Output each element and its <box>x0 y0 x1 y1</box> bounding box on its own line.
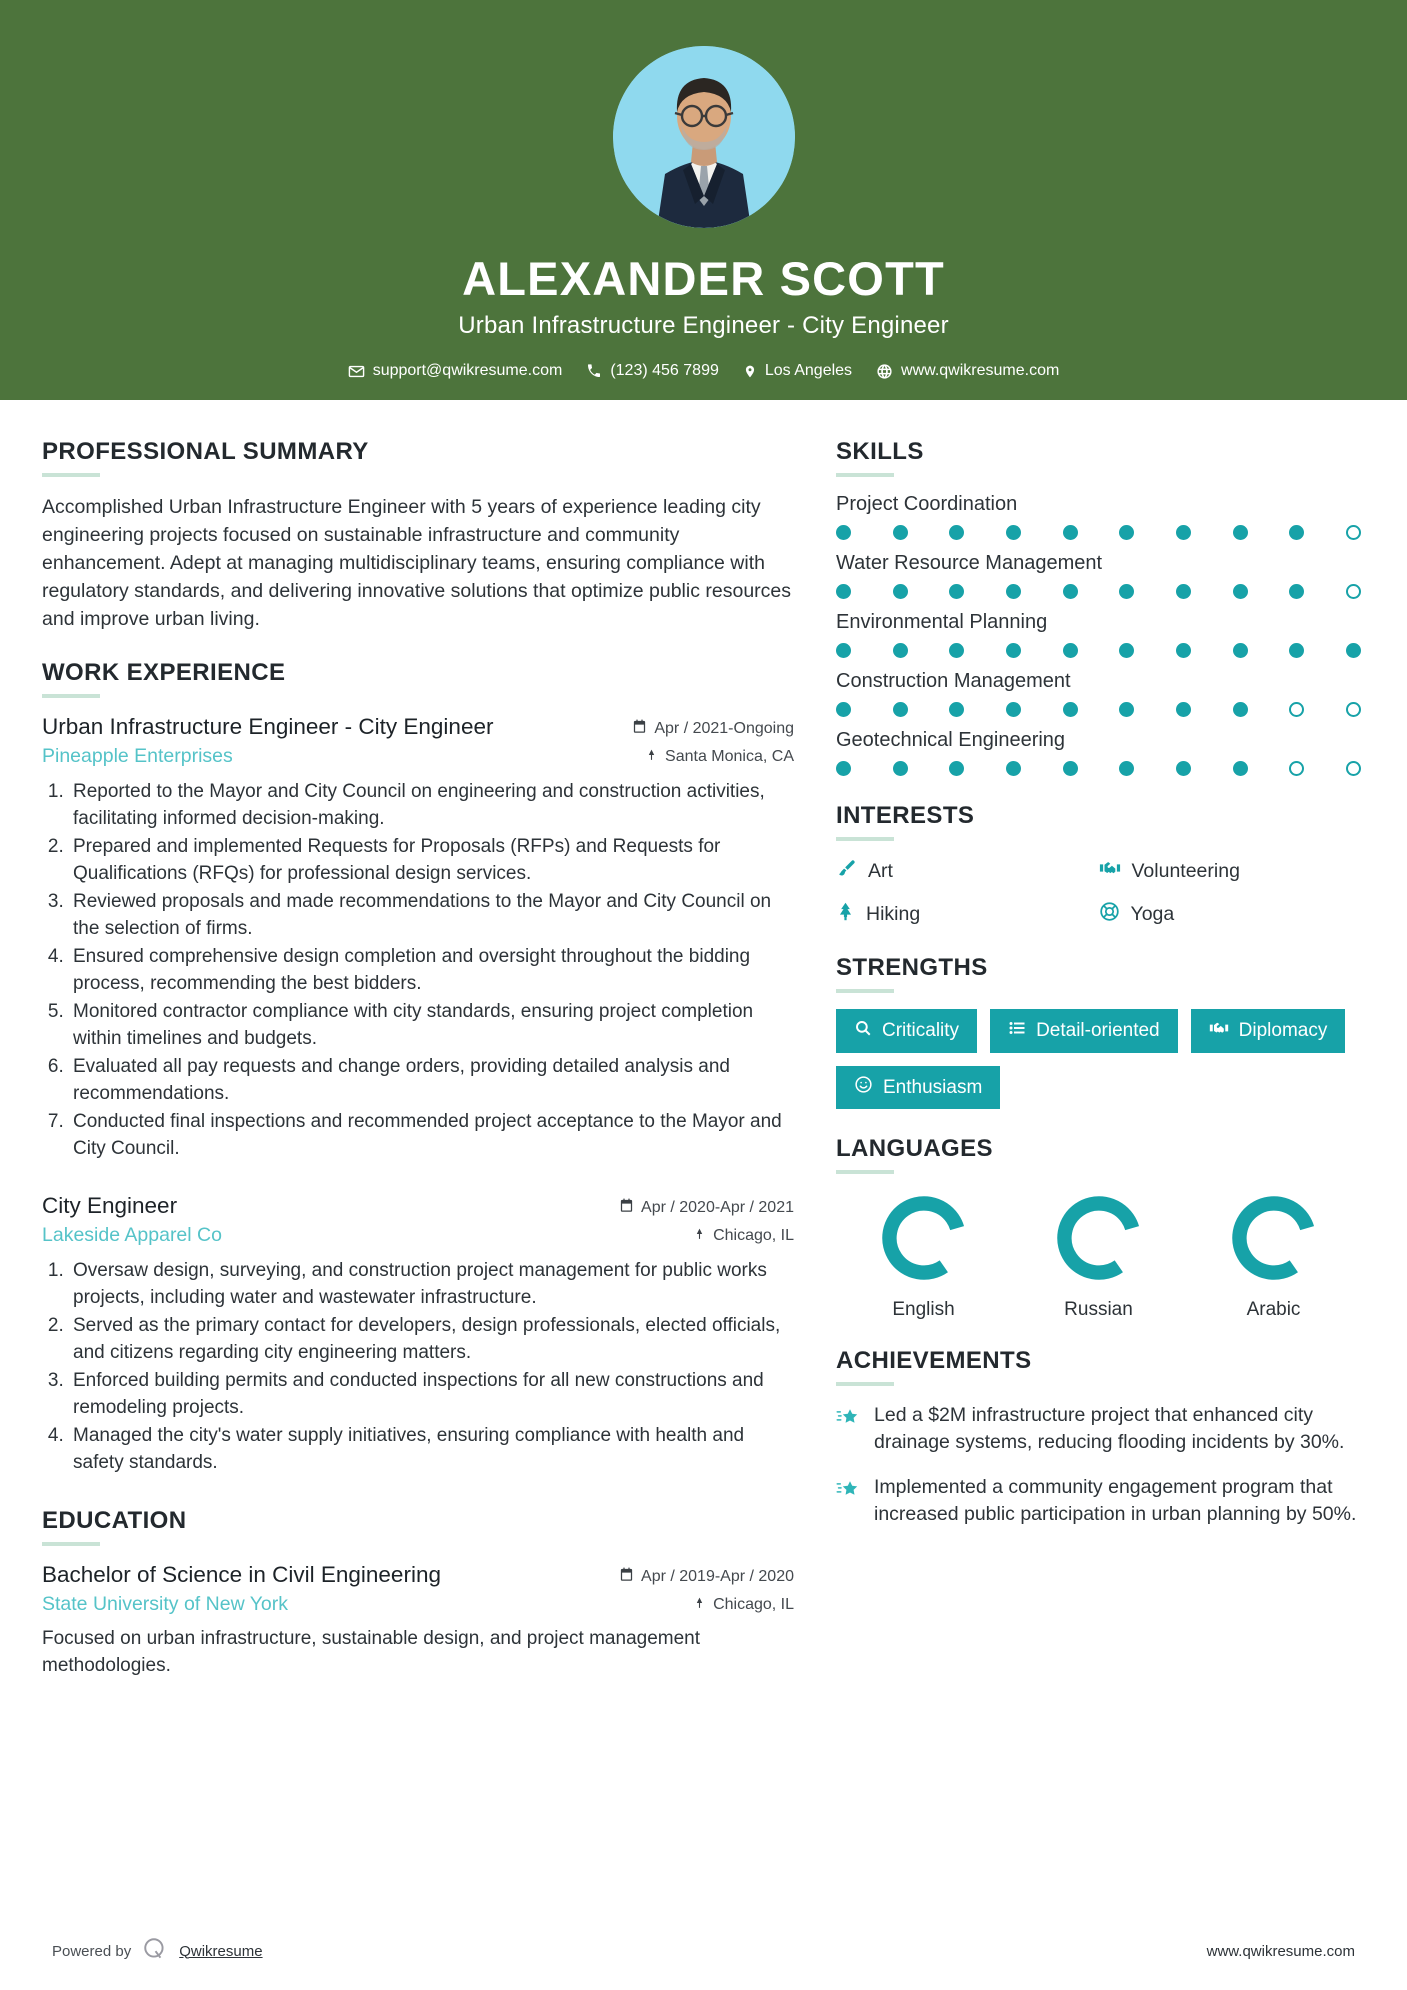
paintbrush-icon <box>836 858 857 885</box>
interest-label: Art <box>868 859 893 882</box>
skill-dot-filled <box>893 643 908 658</box>
header-job-title: Urban Infrastructure Engineer - City Engineer <box>458 312 949 340</box>
language-progress-ring <box>1051 1190 1147 1286</box>
skill-label: Construction Management <box>836 670 1071 692</box>
phone-icon <box>586 363 602 379</box>
section-languages <box>836 1135 1361 1321</box>
interests-grid <box>836 857 1361 928</box>
education-entry <box>42 1562 794 1680</box>
job-location-text: Chicago, IL <box>713 1226 794 1244</box>
contact-email-text: support@qwikresume.com <box>372 362 563 380</box>
skill-dot-filled <box>836 525 851 540</box>
education-note: Focused on urban infrastructure, sustainable design, and project management methodologies. <box>42 1627 701 1676</box>
contact-location-text: Los Angeles <box>764 362 853 380</box>
section-work-experience <box>42 659 794 1476</box>
contact-row <box>0 362 1407 380</box>
skill-dot-filled <box>949 761 964 776</box>
skill-dot-filled <box>1006 643 1021 658</box>
skill-dot-filled <box>836 584 851 599</box>
qwikresume-logo-icon <box>142 1936 168 1966</box>
bullet: 4. Managed the city's water supply initiatives, ensuring compliance with health and safety standards. <box>69 1423 794 1477</box>
strength-chip-criticality[interactable] <box>836 1009 977 1053</box>
job-dates-text: Apr / 2020-Apr / 2021 <box>641 1198 794 1216</box>
calendar-icon <box>619 1567 634 1587</box>
skill-level-meter <box>836 761 1361 776</box>
achievements-heading: ACHIEVEMENTS <box>836 1347 1032 1374</box>
contact-phone-text: (123) 456 7899 <box>610 362 719 380</box>
section-divider <box>836 473 894 477</box>
contact-website[interactable] <box>876 362 1059 380</box>
skill-dot-filled <box>1233 643 1248 658</box>
section-divider <box>836 989 894 993</box>
skill-dot-filled <box>949 525 964 540</box>
skill-dot-filled <box>893 761 908 776</box>
page-title: ALEXANDER SCOTT <box>462 252 945 305</box>
skill-dot-filled <box>1063 702 1078 717</box>
tree-icon <box>836 901 855 928</box>
bullet: 2. Served as the primary contact for developers, design professionals, elected officials, and citizens regarding city engineering matters. <box>69 1313 794 1367</box>
skill-dot-filled <box>836 761 851 776</box>
skill-dot-empty <box>1289 761 1304 776</box>
powered-by <box>52 1936 263 1966</box>
skill-dot-filled <box>1119 584 1134 599</box>
footer-url[interactable]: www.qwikresume.com <box>1206 1942 1355 1960</box>
section-divider <box>836 1170 894 1174</box>
achievement-text: Led a $2M infrastructure project that enhanced city drainage systems, reducing flooding incidents by 30%. <box>874 1404 1345 1454</box>
avatar <box>613 46 795 228</box>
strength-label: Detail-oriented <box>1036 1020 1160 1041</box>
skill-dot-filled <box>1233 761 1248 776</box>
skill-dot-filled <box>836 643 851 658</box>
interest-label: Yoga <box>1130 903 1175 925</box>
skill-dot-filled <box>1119 761 1134 776</box>
skill-dot-filled <box>1289 525 1304 540</box>
language-progress-ring <box>876 1190 972 1286</box>
job-location <box>693 1226 794 1246</box>
job-location <box>645 747 794 767</box>
contact-email[interactable] <box>348 362 563 380</box>
skill-dot-filled <box>1006 525 1021 540</box>
bullet: 1. Reported to the Mayor and City Council on engineering and construction activities, facilitating informed decision-making. <box>69 779 794 833</box>
resume-body <box>0 400 1407 1706</box>
section-skills <box>836 438 1361 776</box>
skill-dot-filled <box>1233 584 1248 599</box>
strength-label: Criticality <box>882 1020 960 1041</box>
handshake-icon <box>1099 857 1121 885</box>
skill-dot-filled <box>1233 525 1248 540</box>
skill-level-meter <box>836 643 1361 658</box>
contact-phone[interactable] <box>586 362 719 380</box>
summary-heading: PROFESSIONAL SUMMARY <box>42 438 369 465</box>
interest-item <box>836 857 1099 885</box>
skill-dot-filled <box>1176 702 1191 717</box>
job-dates-text: Apr / 2021-Ongoing <box>654 720 794 738</box>
skill-row <box>836 552 1361 599</box>
achievement-item <box>836 1402 1361 1457</box>
strength-chip-enthusiasm[interactable] <box>836 1066 1000 1109</box>
skill-dot-filled <box>1119 702 1134 717</box>
section-achievements <box>836 1347 1361 1528</box>
job-bullets <box>42 779 794 1163</box>
section-professional-summary <box>42 438 794 633</box>
skill-dot-filled <box>1176 761 1191 776</box>
skill-level-meter <box>836 525 1361 540</box>
powered-by-label: Powered by <box>52 1942 132 1960</box>
interest-item <box>1099 901 1362 928</box>
education-dates-text: Apr / 2019-Apr / 2020 <box>641 1567 794 1585</box>
skill-dot-filled <box>1233 702 1248 717</box>
job-location-text: Santa Monica, CA <box>665 748 794 766</box>
bullet: 3. Reviewed proposals and made recommendations to the Mayor and City Council on the selection of firms. <box>69 889 794 943</box>
calendar-icon <box>632 719 647 739</box>
bullet: 7. Conducted final inspections and recommended project acceptance to the Mayor and City Council. <box>69 1109 794 1163</box>
bullet: 6. Evaluated all pay requests and change orders, providing detailed analysis and recommendations. <box>69 1054 794 1108</box>
section-divider <box>836 837 894 841</box>
job-company[interactable]: Lakeside Apparel Co <box>42 1223 222 1246</box>
skill-level-meter <box>836 584 1361 599</box>
work-entry <box>42 714 794 1163</box>
skill-dot-empty <box>1346 584 1361 599</box>
language-progress-ring <box>1226 1190 1322 1286</box>
education-location-text: Chicago, IL <box>713 1595 794 1613</box>
strength-chip-detail-oriented[interactable] <box>990 1009 1178 1053</box>
work-entry <box>42 1193 794 1477</box>
job-company[interactable]: Pineapple Enterprises <box>42 745 233 768</box>
job-role: City Engineer <box>42 1192 178 1218</box>
skill-dot-filled <box>1063 525 1078 540</box>
list-icon <box>1008 1019 1026 1043</box>
resume-header <box>0 0 1407 400</box>
skill-dot-filled <box>893 584 908 599</box>
profile-photo <box>613 46 795 228</box>
skill-row <box>836 729 1361 776</box>
strength-chip-diplomacy[interactable] <box>1191 1009 1346 1053</box>
education-dates <box>619 1567 794 1587</box>
school-name[interactable]: State University of New York <box>42 1592 289 1615</box>
star-icon <box>836 1406 860 1457</box>
skill-dot-filled <box>1176 525 1191 540</box>
skill-dot-filled <box>1119 525 1134 540</box>
skill-dot-filled <box>893 702 908 717</box>
envelope-icon <box>348 363 365 380</box>
pin-icon <box>693 1226 706 1246</box>
interest-item <box>836 901 1099 928</box>
skills-heading: SKILLS <box>836 438 924 465</box>
languages-heading: LANGUAGES <box>836 1135 993 1162</box>
skill-dot-filled <box>893 525 908 540</box>
education-heading: EDUCATION <box>42 1506 187 1534</box>
star-icon <box>836 1478 860 1529</box>
skill-dot-filled <box>1289 584 1304 599</box>
skill-label: Water Resource Management <box>836 552 1103 574</box>
achievement-item <box>836 1474 1361 1529</box>
section-divider <box>42 473 100 477</box>
search-icon <box>854 1019 872 1043</box>
languages-grid <box>836 1190 1361 1321</box>
bullet: 2. Prepared and implemented Requests for Proposals (RFPs) and Requests for Qualifications (RFQs) for professional design services. <box>69 834 794 888</box>
lifebuoy-icon <box>1099 901 1120 928</box>
section-divider <box>42 1542 100 1546</box>
section-education <box>42 1507 794 1680</box>
section-divider <box>42 694 100 698</box>
degree-title: Bachelor of Science in Civil Engineering <box>42 1561 441 1587</box>
skill-dot-filled <box>1006 584 1021 599</box>
interest-label: Volunteering <box>1131 859 1240 882</box>
skill-dot-empty <box>1346 761 1361 776</box>
job-dates <box>632 719 794 739</box>
resume-footer <box>0 1936 1407 1990</box>
job-dates <box>619 1198 794 1218</box>
language-label: Arabic <box>1246 1299 1301 1320</box>
skill-dot-empty <box>1346 702 1361 717</box>
language-label: Russian <box>1064 1299 1133 1320</box>
skill-dot-filled <box>1119 643 1134 658</box>
skill-row <box>836 611 1361 658</box>
qwikresume-link[interactable]: Qwikresume <box>179 1942 263 1960</box>
skill-dot-filled <box>1006 761 1021 776</box>
language-label: English <box>892 1299 955 1320</box>
strengths-heading: STRENGTHS <box>836 954 988 981</box>
pin-icon <box>645 747 658 767</box>
skill-row <box>836 493 1361 540</box>
section-interests <box>836 802 1361 928</box>
skill-label: Project Coordination <box>836 493 1018 515</box>
skill-level-meter <box>836 702 1361 717</box>
skill-dot-filled <box>1289 643 1304 658</box>
skill-row <box>836 670 1361 717</box>
interest-item <box>1099 857 1362 885</box>
contact-location <box>743 362 852 380</box>
right-column <box>836 438 1361 1706</box>
skills-list <box>836 493 1361 776</box>
achievement-text: Implemented a community engagement program that increased public participation in urban planning by 50%. <box>874 1475 1357 1525</box>
skill-dot-filled <box>1176 584 1191 599</box>
skill-dot-filled <box>949 584 964 599</box>
section-divider <box>836 1382 894 1386</box>
bullet: 5. Monitored contractor compliance with city standards, ensuring project completion within timelines and budgets. <box>69 999 794 1053</box>
strength-label: Diplomacy <box>1238 1020 1328 1041</box>
skill-label: Geotechnical Engineering <box>836 729 1066 751</box>
language-item <box>836 1190 1011 1321</box>
skill-dot-empty <box>1289 702 1304 717</box>
language-item <box>1011 1190 1186 1321</box>
map-pin-icon <box>743 363 757 380</box>
skill-dot-filled <box>836 702 851 717</box>
education-location <box>693 1595 794 1615</box>
skill-dot-filled <box>1346 643 1361 658</box>
language-item <box>1186 1190 1361 1321</box>
work-heading: WORK EXPERIENCE <box>42 659 286 687</box>
summary-text: Accomplished Urban Infrastructure Engineer with 5 years of experience leading city engineering projects focused on sustainable infrastructure and community enhancement. Adept at managing multidisciplinary teams, ensuring compliance with regulatory standards, and delivering innovative solutions that optimize public resources and improve urban living. <box>42 496 791 631</box>
globe-icon <box>876 363 893 380</box>
pin-icon <box>693 1595 706 1615</box>
skill-dot-filled <box>949 702 964 717</box>
section-strengths <box>836 954 1361 1109</box>
interests-heading: INTERESTS <box>836 802 975 829</box>
strengths-list <box>836 1009 1361 1109</box>
skill-dot-filled <box>1063 761 1078 776</box>
job-role: Urban Infrastructure Engineer - City Engineer <box>42 714 494 740</box>
skill-dot-filled <box>1176 643 1191 658</box>
skill-dot-filled <box>949 643 964 658</box>
job-bullets <box>42 1258 794 1477</box>
left-column <box>42 438 794 1706</box>
contact-website-text: www.qwikresume.com <box>901 362 1060 380</box>
smiley-icon <box>854 1075 873 1100</box>
skill-dot-filled <box>1063 584 1078 599</box>
calendar-icon <box>619 1198 634 1218</box>
interest-label: Hiking <box>866 903 921 925</box>
skill-dot-filled <box>1006 702 1021 717</box>
skill-dot-empty <box>1346 525 1361 540</box>
bullet: 3. Enforced building permits and conducted inspections for all new constructions and remodeling projects. <box>69 1368 794 1422</box>
handshake-icon <box>1209 1018 1229 1044</box>
bullet: 4. Ensured comprehensive design completion and oversight throughout the bidding process, recommending the best bidders. <box>69 944 794 998</box>
strength-label: Enthusiasm <box>883 1076 983 1098</box>
skill-label: Environmental Planning <box>836 611 1048 633</box>
bullet: 1. Oversaw design, surveying, and construction project management for public works projects, including water and wastewater infrastructure. <box>69 1258 794 1312</box>
skill-dot-filled <box>1063 643 1078 658</box>
